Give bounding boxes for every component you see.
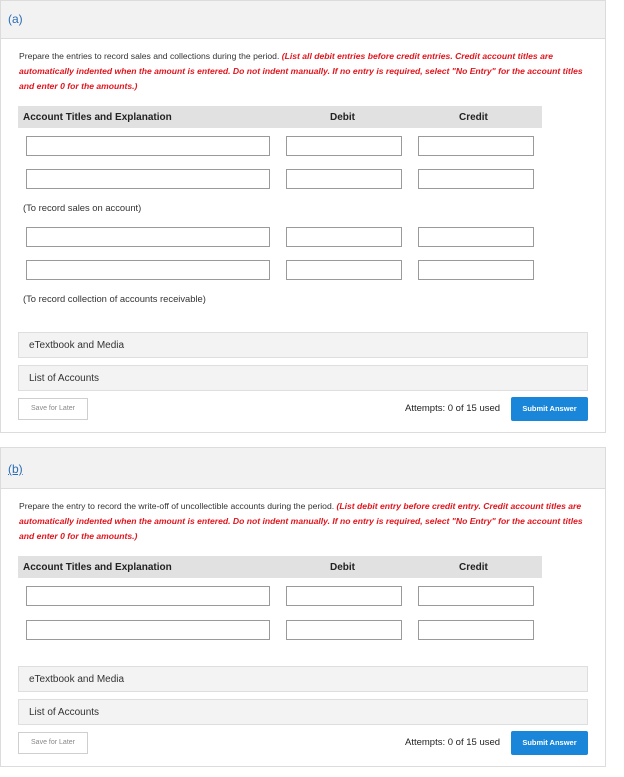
a-row3-account-input[interactable] — [26, 227, 270, 247]
b-row1-account-input[interactable] — [26, 586, 270, 606]
a-submit-answer-button[interactable]: Submit Answer — [511, 397, 588, 421]
a-row2-debit-input[interactable] — [286, 169, 402, 189]
a-row3-credit-input[interactable] — [418, 227, 534, 247]
b-etextbook-accordion[interactable]: eTextbook and Media — [18, 666, 588, 692]
a-etextbook-accordion[interactable]: eTextbook and Media — [18, 332, 588, 358]
part-a-label: (a) — [8, 12, 23, 26]
b-submit-answer-button[interactable]: Submit Answer — [511, 731, 588, 755]
a-row2-account-input[interactable] — [26, 169, 270, 189]
a-row4-debit-input[interactable] — [286, 260, 402, 280]
part-b-instruction-text: Prepare the entry to record the write-off of uncollectible accounts during the period. — [19, 501, 337, 511]
account-titles-header: Account Titles and Explanation — [23, 112, 172, 123]
b-list-of-accounts-accordion[interactable]: List of Accounts — [18, 699, 588, 725]
part-a-instructions — [19, 49, 591, 94]
a-row3-debit-input[interactable] — [286, 227, 402, 247]
credit-header: Credit — [459, 112, 488, 123]
a-row1-debit-input[interactable] — [286, 136, 402, 156]
part-a-instruction-text: Prepare the entries to record sales and collections during the period. — [19, 51, 282, 61]
a-row4-credit-input[interactable] — [418, 260, 534, 280]
part-b-instructions — [19, 499, 591, 544]
part-b-table-header — [18, 556, 542, 578]
a-row2-credit-input[interactable] — [418, 169, 534, 189]
credit-header: Credit — [459, 562, 488, 573]
part-b-header — [1, 448, 605, 489]
debit-header: Debit — [330, 112, 355, 123]
b-row1-debit-input[interactable] — [286, 586, 402, 606]
b-save-for-later-button[interactable]: Save for Later — [18, 732, 88, 754]
account-titles-header: Account Titles and Explanation — [23, 562, 172, 573]
b-attempts-counter: Attempts: 0 of 15 used — [405, 737, 501, 748]
a-attempts-counter: Attempts: 0 of 15 used — [405, 403, 501, 414]
a-save-for-later-button[interactable]: Save for Later — [18, 398, 88, 420]
b-row2-debit-input[interactable] — [286, 620, 402, 640]
a-entry2-explanation: (To record collection of accounts receivable) — [23, 293, 206, 304]
part-b-instruction-note: (List debit entry before credit entry. Credit account titles are automatically indented when the amount is entered. Do not indent manually. If no entry is required, select "No Entry" for the account titles and enter 0 for the amounts.) — [19, 501, 583, 541]
part-a-table-header — [18, 106, 542, 128]
a-row1-credit-input[interactable] — [418, 136, 534, 156]
b-row2-account-input[interactable] — [26, 620, 270, 640]
a-entry1-explanation: (To record sales on account) — [23, 202, 142, 213]
part-b-label[interactable]: (b) — [8, 462, 23, 476]
part-b-panel — [0, 447, 606, 767]
part-a-instruction-note: (List all debit entries before credit entries. Credit account titles are automatically indented when the amount is entered. Do not indent manually. If no entry is required, select "No Entry" for the account titles and enter 0 for the amounts.) — [19, 51, 583, 91]
b-row2-credit-input[interactable] — [418, 620, 534, 640]
a-row1-account-input[interactable] — [26, 136, 270, 156]
b-row1-credit-input[interactable] — [418, 586, 534, 606]
a-row4-account-input[interactable] — [26, 260, 270, 280]
part-a-header — [1, 1, 605, 39]
debit-header: Debit — [330, 562, 355, 573]
a-list-of-accounts-accordion[interactable]: List of Accounts — [18, 365, 588, 391]
